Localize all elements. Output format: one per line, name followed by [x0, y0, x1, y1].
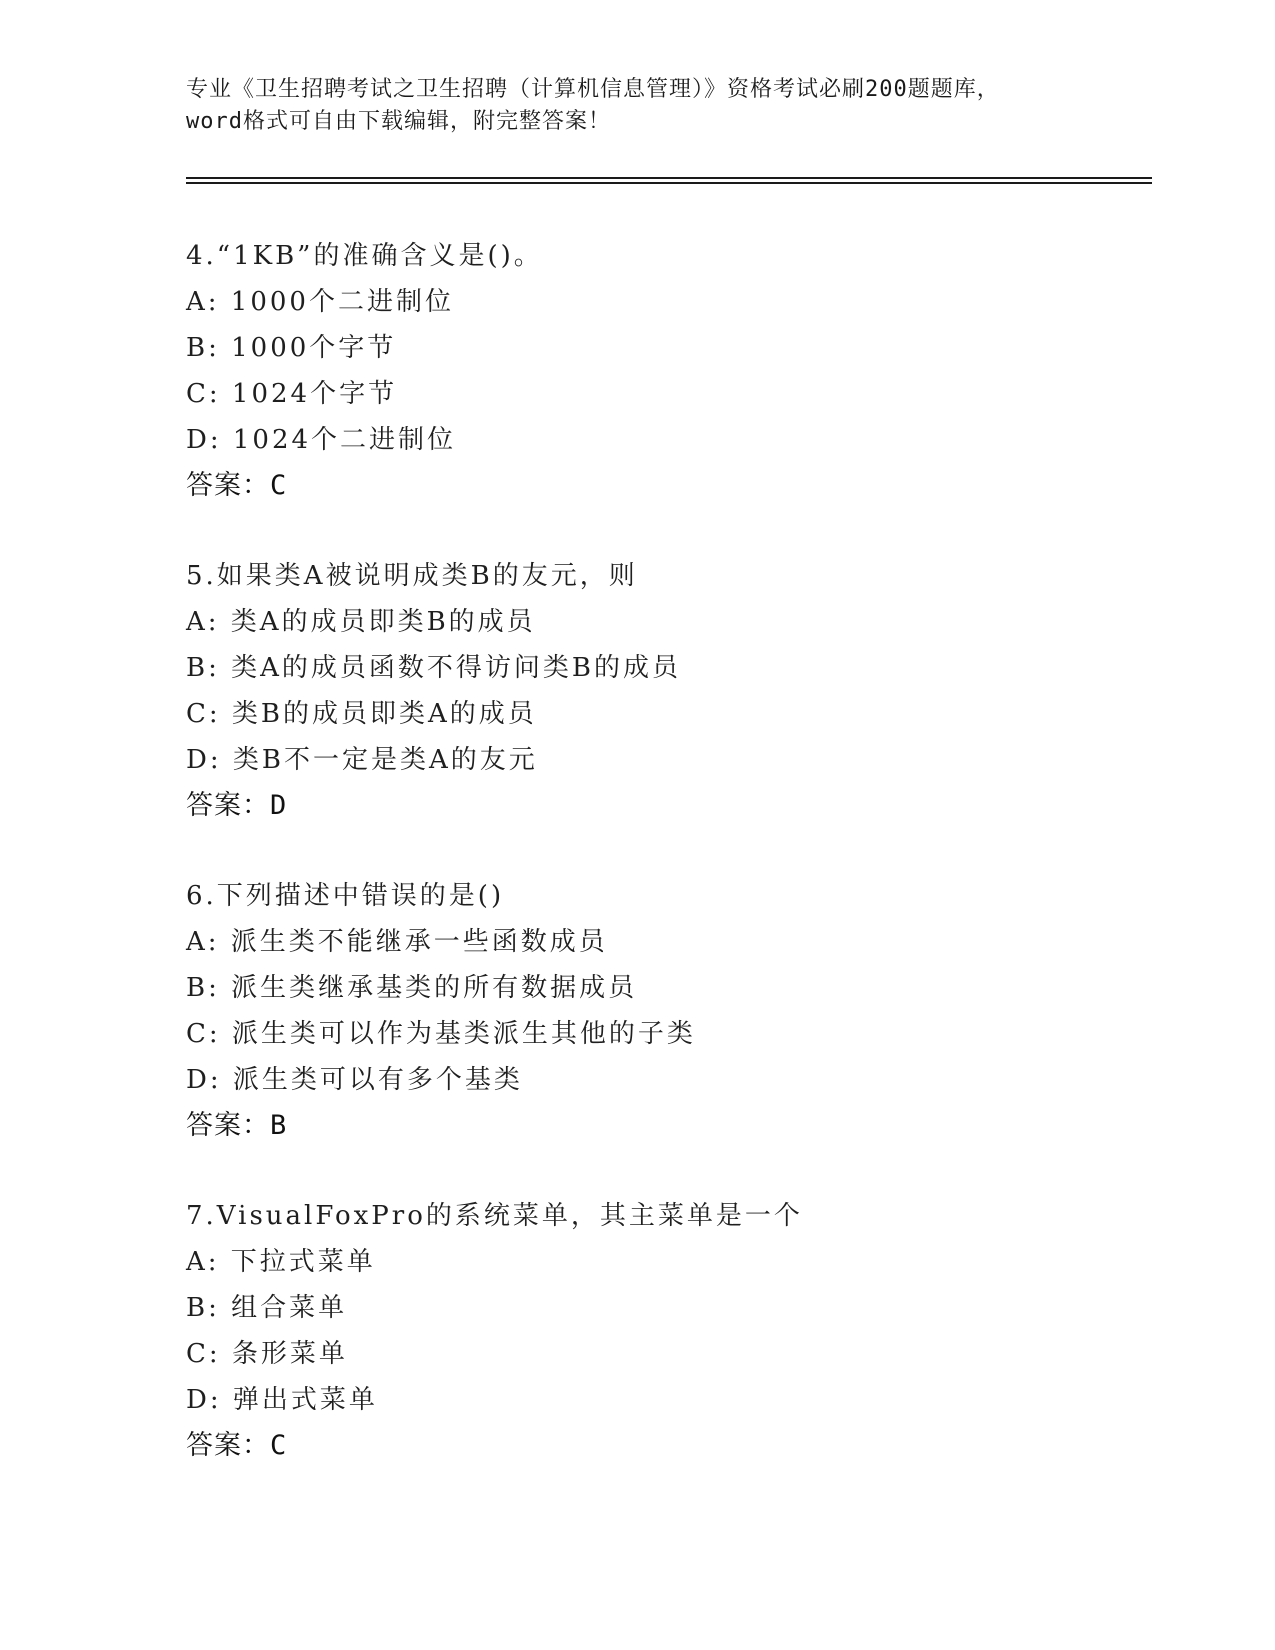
question-block: [186, 233, 1146, 509]
option-c: C: 类B的成员即类A的成员: [186, 699, 537, 729]
answer-label: 答案：: [186, 790, 270, 821]
header-divider-bottom: [186, 182, 1152, 184]
answer-line: [186, 463, 1146, 509]
answer-value: C: [270, 1430, 288, 1461]
question-block: [186, 873, 1146, 1149]
answer-value: C: [270, 470, 288, 501]
question-stem: 6.下列描述中错误的是(): [186, 881, 505, 911]
option-d: D: 类B不一定是类A的友元: [186, 745, 538, 775]
header-line-1: 专业《卫生招聘考试之卫生招聘（计算机信息管理）》资格考试必刷200题题库，: [186, 77, 1000, 102]
option-c: C: 条形菜单: [186, 1339, 348, 1369]
option-a: A: 派生类不能继承一些函数成员: [186, 927, 608, 957]
option-d: D: 弹出式菜单: [186, 1385, 378, 1415]
question-stem: 4.“1KB”的准确含义是()。: [186, 241, 543, 271]
answer-line: [186, 1423, 1146, 1469]
option-b: B: 类A的成员函数不得访问类B的成员: [186, 653, 682, 683]
option-b: B: 组合菜单: [186, 1293, 348, 1323]
question-stem: 7.VisualFoxPro的系统菜单，其主菜单是一个: [186, 1201, 803, 1231]
question-stem: 5.如果类A被说明成类B的友元，则: [186, 561, 638, 591]
option-c: C: 派生类可以作为基类派生其他的子类: [186, 1019, 696, 1049]
option-d: D: 派生类可以有多个基类: [186, 1065, 523, 1095]
answer-value: D: [270, 790, 288, 821]
header-divider-top: [186, 177, 1152, 179]
answer-line: [186, 1103, 1146, 1149]
option-a: A: 类A的成员即类B的成员: [186, 607, 536, 637]
option-b: B: 派生类继承基类的所有数据成员: [186, 973, 638, 1003]
answer-label: 答案：: [186, 1430, 270, 1461]
option-b: B: 1000个字节: [186, 333, 397, 363]
answer-line: [186, 783, 1146, 829]
answer-label: 答案：: [186, 470, 270, 501]
answer-label: 答案：: [186, 1110, 270, 1141]
option-a: A: 下拉式菜单: [186, 1247, 376, 1277]
answer-value: B: [270, 1110, 288, 1141]
option-c: C: 1024个字节: [186, 379, 398, 409]
document-header: [186, 74, 1086, 138]
question-block: [186, 1193, 1146, 1469]
option-a: A: 1000个二进制位: [186, 287, 454, 317]
option-d: D: 1024个二进制位: [186, 425, 457, 455]
question-block: [186, 553, 1146, 829]
header-line-2: word格式可自由下载编辑，附完整答案！: [186, 109, 611, 134]
